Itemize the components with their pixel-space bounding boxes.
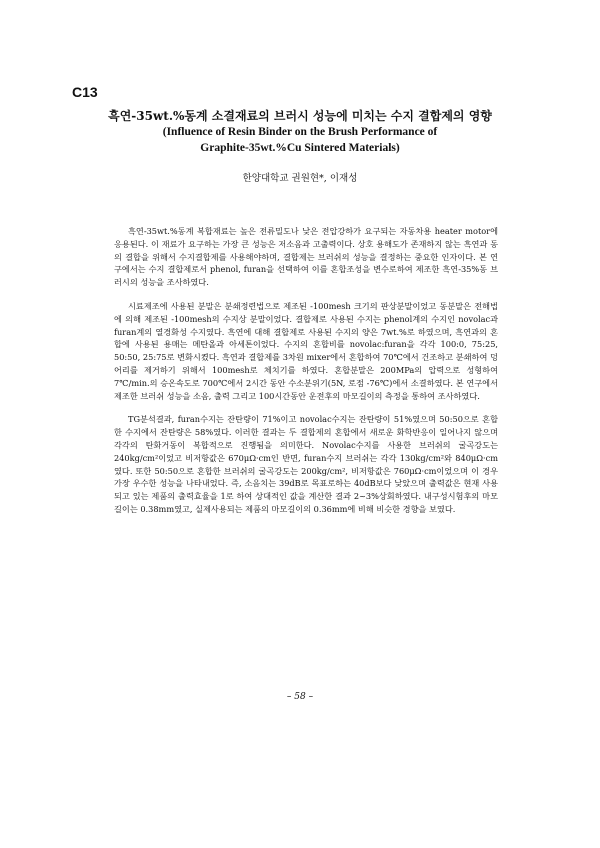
paper-title	[60, 108, 540, 156]
title-english-line2: Graphite-35wt.%Cu Sintered Materials)	[200, 142, 400, 154]
paragraph-method: 시료제조에 사용된 분말은 분쇄정련법으로 제조된 -100mesh 크기의 판상분말이었고 동분말은 전해법에 의해 제조된 -100mesh의 수지상 분말이었다. 결합제로 사용된 수지는 phenol계의 수지인 novolac과 furan계의 열경화성 수지였다. 흑연에 대해 결합제로 사용된 수지의 양은 7wt.%로 하였으며, 흑연과의 혼합에 사용된 용매는 메탄올과 아세톤이었다. 수지의 혼합비를 novolac:furan을 각각 100:0, 75:25, 50:50, 25:75로 변화시켰다. 흑연과 결합제를 3차원 mixer에서 혼합하여 70℃에서 건조하고 분쇄하여 덩어리를 제거하기 위해서 100mesh로 체치기를 하였다. 혼합분말은 200MPa의 압력으로 성형하여 7℃/min.의 승온속도로 700℃에서 2시간 동안 수소분위기(5N, 로점 -76℃)에서 소결하였다. 본 연구에서 제조한 브러쉬 성능을 소음, 출력 그리고 100시간동안 운전후의 마모길이의 측정을 통하여 조사하였다.	[114, 300, 498, 401]
authors: 한양대학교 권원현*, 이재성	[242, 173, 358, 184]
title-english-line1: (Influence of Resin Binder on the Brush Performance of	[162, 126, 438, 138]
title-korean: 흑연-35wt.%동계 소결재료의 브러시 성능에 미치는 수지 결합제의 영향	[108, 109, 492, 123]
paragraph-intro: 흑연-35wt.%동계 복합재료는 높은 전류밀도나 낮은 전압강하가 요구되는 자동차용 heater motor에 응용된다. 이 재료가 요구하는 가장 큰 성능은 저소음과 고출력이다. 상호 용해도가 존재하지 않는 흑연과 동의 결합을 위해서 수지결합제를 사용해야하며, 결합제는 브러쉬의 성능을 결정하는 중요한 인자이다. 본 연구에서는 수지 결합제로서 phenol, furan을 선택하여 이를 혼합조성을 변수로하여 제조한 흑연-35%동 브러시의 성능을 조사하였다.	[114, 226, 498, 288]
abstract-body	[114, 225, 498, 527]
page-number: – 58 –	[286, 692, 314, 702]
paragraph-results: TG분석결과, furan수지는 잔탄량이 71%이고 novolac수지는 잔탄량이 51%였으며 50:50으로 혼합한 수지에서 잔탄량은 58%였다. 이러한 결과는 두 결합제의 혼합에서 새로운 화학반응이 일어나지 않으며 각각의 탄화거동이 복합적으로 진행됨을 의미한다. Novolac수지를 사용한 브러쉬의 굴곡강도는 240kg/cm²이었고 비저항값은 670μΩ·cm인 반면, furan수지 브러쉬는 각각 130kg/cm²와 840μΩ·cm였다. 또한 50:50으로 혼합한 브러쉬의 굴곡강도는 200kg/cm², 비저항값은 760μΩ·cm이었으며 이 경우 가장 우수한 성능을 나타내었다. 즉, 소음치는 39dB로 목표로하는 40dB보다 낮았으며 출력값은 현재 사용되고 있는 제품의 출력효율을 1로 하여 상대적인 값을 계산한 결과 2~3%상회하였다. 내구성시험후의 마모길이는 0.38mm였고, 실제사용되는 제품의 마모길이의 0.36mm에 비해 비슷한 경향을 보였다.	[114, 414, 498, 514]
abstract-code: C13	[72, 84, 98, 100]
